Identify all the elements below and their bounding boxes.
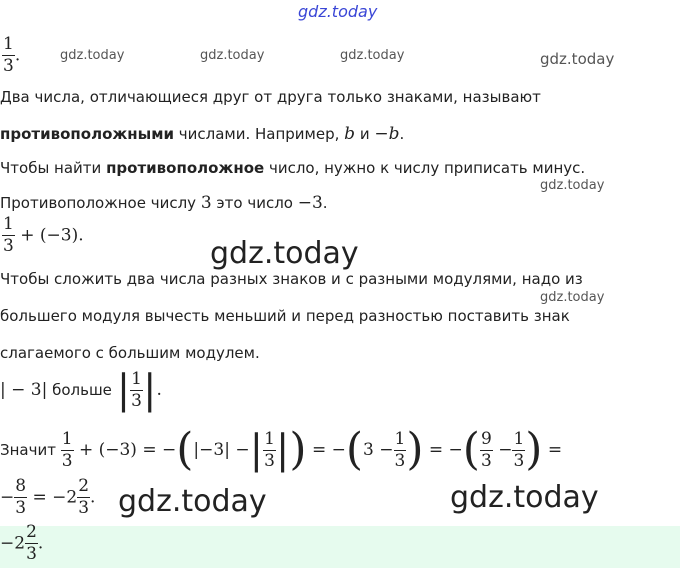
watermark: gdz.today [540, 50, 615, 68]
rule-line-1: Чтобы сложить два числа разных знаков и с разными модулями, надо из [0, 270, 583, 288]
rule-line-2: большего модуля вычесть меньший и перед разностью поставить знак [0, 307, 570, 325]
watermark: gdz.today [540, 178, 605, 193]
calculation-line-2: − $\frac{8}{3}$ = −2 $\frac{2}{3}$ . [0, 476, 96, 518]
watermark-top: gdz.today [298, 2, 378, 21]
answer-highlight [0, 522, 680, 568]
calculation-line-1: Значит $\frac{1}{3}$ + (−3) = −(|−3| −| $\frac{1}{3}$ |) = −(3 − $\frac{1}{3}$ ) = −( $\frac{9}{3}$ − $\frac{1}{3}$ ) = [0, 424, 563, 475]
watermark: gdz.today [200, 48, 265, 63]
intro-fraction: $\frac{1}{3}$ . [3, 34, 21, 76]
watermark-large: gdz.today [118, 484, 267, 519]
expression-sum: $\frac{1}{3}$ + (−3). [3, 214, 84, 256]
modulus-comparison: | − 3| больше | $\frac{1}{3}$ |. [0, 367, 162, 413]
watermark-large: gdz.today [450, 480, 599, 515]
watermark-large: gdz.today [210, 236, 359, 271]
opposite-example: Противоположное числу 3 это число −3. [0, 193, 328, 213]
rule-opposite: Чтобы найти противоположное число, нужно к числу приписать минус. [0, 159, 586, 177]
answer: −2 $\frac{2}{3}$ . [0, 522, 44, 564]
watermark: gdz.today [540, 290, 605, 305]
rule-line-3: слагаемого с большим модулем. [0, 344, 260, 362]
watermark: gdz.today [340, 48, 405, 63]
watermark: gdz.today [60, 48, 125, 63]
definition-line-1: Два числа, отличающиеся друг от друга только знаками, называют [0, 88, 541, 106]
definition-line-2: противоположными числами. Например, b и −b. [0, 124, 405, 144]
